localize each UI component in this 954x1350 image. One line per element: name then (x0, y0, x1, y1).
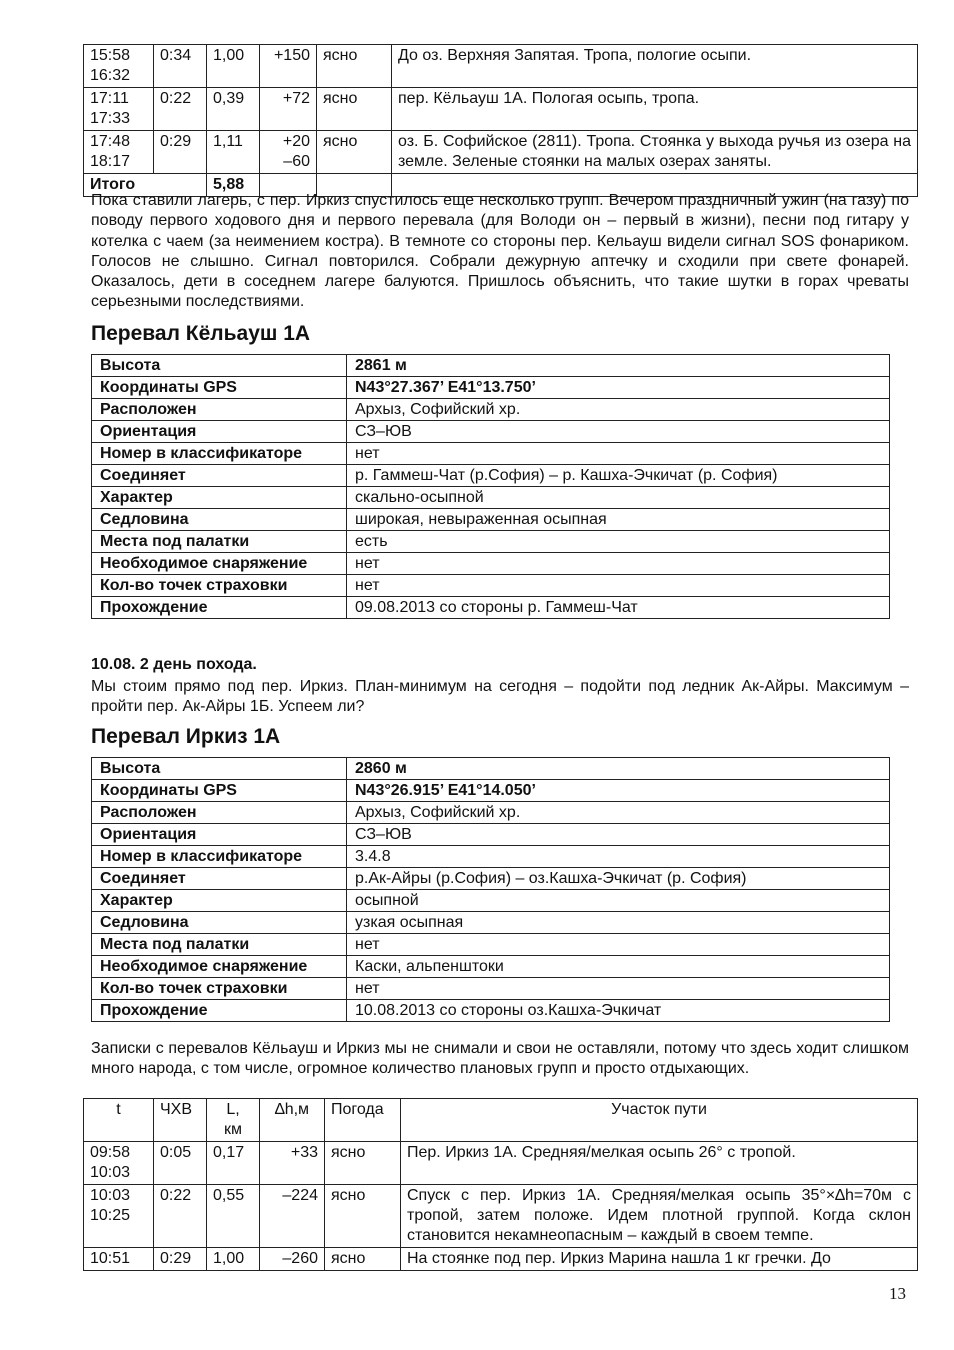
dh-cell: –260 (260, 1248, 325, 1271)
row-label: Расположен (92, 399, 347, 421)
chv-cell: 0:05 (154, 1142, 207, 1185)
length-cell: 0,55 (207, 1185, 260, 1248)
row-label: Соединяет (92, 465, 347, 487)
header-length: L, км (207, 1099, 260, 1142)
length-cell: 1,11 (207, 131, 260, 174)
row-value: нет (347, 934, 890, 956)
row-value: Архыз, Софийский хр. (347, 802, 890, 824)
row-value: 10.08.2013 со стороны оз.Кашха-Эчкичат (347, 1000, 890, 1022)
table-row (92, 355, 890, 377)
row-label: Координаты GPS (92, 377, 347, 399)
header-section: Участок пути (401, 1099, 918, 1142)
table-row (92, 575, 890, 597)
row-value: СЗ–ЮВ (347, 824, 890, 846)
section-cell: Спуск с пер. Иркиз 1А. Средняя/мелкая осыпь 35°×∆h=70м с тропой, затем положе. Идем плотной группой. Когда склон становится некамнеопасным – каждый в своем темпе. (401, 1185, 918, 1248)
table-row (92, 377, 890, 399)
table-row (84, 45, 918, 88)
time-cell: 17:48 18:17 (84, 131, 154, 174)
row-value: р. Гаммеш-Чат (р.София) – р. Кашха-Эчкичат (р. София) (347, 465, 890, 487)
row-label: Прохождение (92, 1000, 347, 1022)
row-value: Архыз, Софийский хр. (347, 399, 890, 421)
pass-kelaush-title: Перевал Кёльауш 1А (91, 322, 311, 345)
row-label: Места под палатки (92, 934, 347, 956)
row-label: Ориентация (92, 824, 347, 846)
row-label: Характер (92, 890, 347, 912)
section-cell: пер. Кёльауш 1А. Пологая осыпь, тропа. (392, 88, 918, 131)
dh-cell: –224 (260, 1185, 325, 1248)
row-value: нет (347, 443, 890, 465)
header-weather: Погода (325, 1099, 401, 1142)
route-table-1 (83, 44, 918, 197)
row-label: Ориентация (92, 421, 347, 443)
time-cell: 15:58 16:32 (84, 45, 154, 88)
row-label: Характер (92, 487, 347, 509)
row-label: Седловина (92, 912, 347, 934)
length-cell: 0,17 (207, 1142, 260, 1185)
row-label: Кол-во точек страховки (92, 575, 347, 597)
row-value: N43°27.367’ E41°13.750’ (347, 377, 890, 399)
table-row (92, 597, 890, 619)
section-cell: До оз. Верхняя Запятая. Тропа, пологие осыпи. (392, 45, 918, 88)
row-label: Номер в классификаторе (92, 443, 347, 465)
row-value: есть (347, 531, 890, 553)
row-value: р.Ак-Айры (р.София) – оз.Кашха-Эчкичат (р. София) (347, 868, 890, 890)
weather-cell: ясно (317, 88, 392, 131)
chv-cell: 0:22 (154, 1185, 207, 1248)
table-row (84, 131, 918, 174)
table-row (92, 421, 890, 443)
section-cell: На стоянке под пер. Иркиз Марина нашла 1 кг гречки. До (401, 1248, 918, 1271)
table-row (92, 978, 890, 1000)
row-value: 2861 м (347, 355, 890, 377)
row-value: Каски, альпенштоки (347, 956, 890, 978)
header-time: t (84, 1099, 154, 1142)
time-cell: 10:51 (84, 1248, 154, 1271)
route-table-2 (83, 1098, 918, 1271)
total-value: 5,88 (207, 174, 260, 197)
chv-cell: 0:34 (154, 45, 207, 88)
dh-cell: +20 –60 (260, 131, 317, 174)
camp-evening-paragraph: Пока ставили лагерь, с пер. Иркиз спустилось еще несколько групп. Вечером праздничный ужин (на газу) по поводу первого ходового дня и первого перевала (для Володи он – первый в жизни), песни под гитару у котелка с чаем (за неимением костра). В темноте со стороны пер. Кельауш видели сигнал SOS фонариком. Голосов не слышно. Сигнал повторился. Собрали дежурную аптечку и сходили при свете фонарей. Оказалось, дети в соседнем лагере балуются. Пришлось объяснить, что такие шутки в горах чреваты серьезными последствиями. (91, 192, 909, 311)
table-row (92, 465, 890, 487)
chv-cell: 0:29 (154, 131, 207, 174)
table-row (92, 487, 890, 509)
dh-cell: +150 (260, 45, 317, 88)
day-2-title: 10.08. 2 день похода. (91, 656, 257, 673)
row-value: нет (347, 575, 890, 597)
table-row (84, 1142, 918, 1185)
table-row (92, 1000, 890, 1022)
pass-irkiz-table (91, 757, 890, 1022)
table-row (92, 824, 890, 846)
row-label: Высота (92, 758, 347, 780)
row-label: Места под палатки (92, 531, 347, 553)
table-row (92, 912, 890, 934)
total-label: Итого (84, 174, 207, 197)
weather-cell: ясно (317, 131, 392, 174)
row-value: осыпной (347, 890, 890, 912)
row-value: нет (347, 553, 890, 575)
row-value: широкая, невыраженная осыпная (347, 509, 890, 531)
table-row (92, 780, 890, 802)
section-cell: оз. Б. Софийское (2811). Тропа. Стоянка у выхода ручья из озера на земле. Зеленые стоянки на малых озерах заняты. (392, 131, 918, 174)
table-row (92, 802, 890, 824)
table-row (92, 956, 890, 978)
table-row (92, 509, 890, 531)
weather-cell: ясно (325, 1248, 401, 1271)
header-dh: ∆h,м (260, 1099, 325, 1142)
notes-paragraph: Записки с перевалов Кёльауш и Иркиз мы не снимали и свои не оставляли, потому что здесь ходит слишком много народа, с том числе, огромное количество плановых групп и просто отдыхающих. (91, 1040, 909, 1078)
row-value: СЗ–ЮВ (347, 421, 890, 443)
table-row (84, 1185, 918, 1248)
row-value: N43°26.915’ E41°14.050’ (347, 780, 890, 802)
length-cell: 1,00 (207, 45, 260, 88)
time-cell: 09:58 10:03 (84, 1142, 154, 1185)
row-value: узкая осыпная (347, 912, 890, 934)
table-row (92, 531, 890, 553)
weather-cell: ясно (325, 1185, 401, 1248)
pass-kelaush-table (91, 354, 890, 619)
row-value: нет (347, 978, 890, 1000)
length-cell: 0,39 (207, 88, 260, 131)
table-row (92, 443, 890, 465)
row-label: Седловина (92, 509, 347, 531)
page-number: 13 (889, 1284, 906, 1303)
row-label: Координаты GPS (92, 780, 347, 802)
table-row (92, 934, 890, 956)
row-label: Прохождение (92, 597, 347, 619)
row-value: 2860 м (347, 758, 890, 780)
row-value: 3.4.8 (347, 846, 890, 868)
row-label: Номер в классификаторе (92, 846, 347, 868)
chv-cell: 0:22 (154, 88, 207, 131)
table-row (84, 1248, 918, 1271)
table-row (92, 553, 890, 575)
table-row (92, 868, 890, 890)
header-chv: ЧХВ (154, 1099, 207, 1142)
row-label: Расположен (92, 802, 347, 824)
section-cell: Пер. Иркиз 1А. Средняя/мелкая осыпь 26° с тропой. (401, 1142, 918, 1185)
dh-cell: +33 (260, 1142, 325, 1185)
weather-cell: ясно (317, 45, 392, 88)
table-row (92, 890, 890, 912)
time-cell: 10:03 10:25 (84, 1185, 154, 1248)
row-value: 09.08.2013 со стороны р. Гаммеш-Чат (347, 597, 890, 619)
row-label: Необходимое снаряжение (92, 956, 347, 978)
day-2-paragraph: Мы стоим прямо под пер. Иркиз. План-минимум на сегодня – подойти под ледник Ак-Айры. Максимум – пройти пер. Ак-Айры 1Б. Успеем ли? (91, 678, 909, 716)
time-cell: 17:11 17:33 (84, 88, 154, 131)
row-label: Кол-во точек страховки (92, 978, 347, 1000)
row-label: Соединяет (92, 868, 347, 890)
row-label: Высота (92, 355, 347, 377)
dh-cell: +72 (260, 88, 317, 131)
table-header-row (84, 1099, 918, 1142)
pass-irkiz-title: Перевал Иркиз 1А (91, 725, 281, 748)
table-row (84, 88, 918, 131)
table-row (92, 846, 890, 868)
length-cell: 1,00 (207, 1248, 260, 1271)
chv-cell: 0:29 (154, 1248, 207, 1271)
row-label: Необходимое снаряжение (92, 553, 347, 575)
table-row (92, 399, 890, 421)
table-row (92, 758, 890, 780)
weather-cell: ясно (325, 1142, 401, 1185)
row-value: скально-осыпной (347, 487, 890, 509)
